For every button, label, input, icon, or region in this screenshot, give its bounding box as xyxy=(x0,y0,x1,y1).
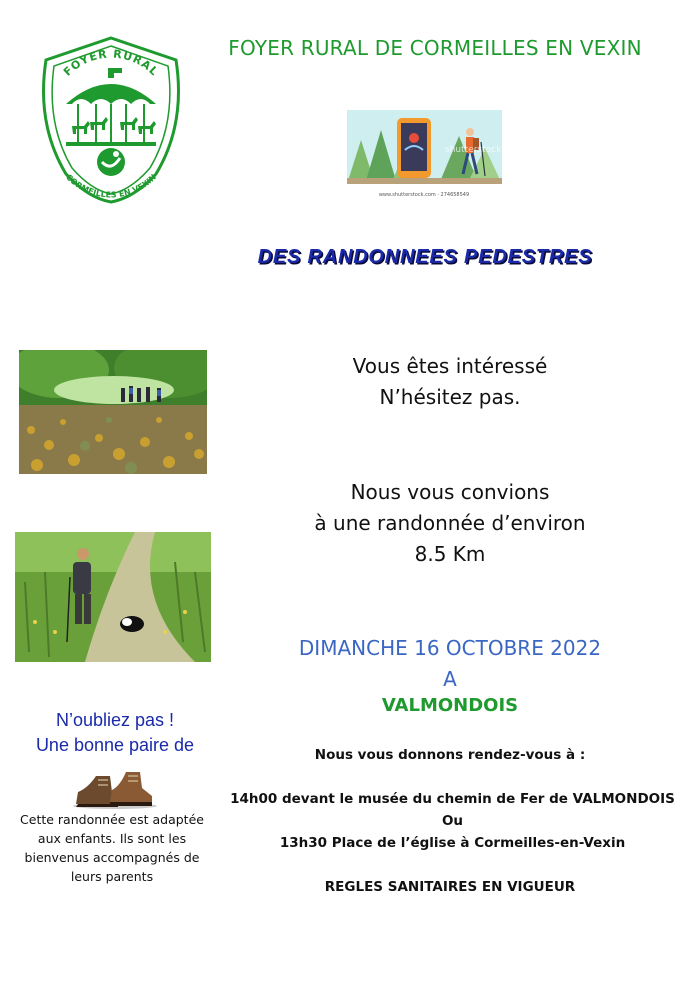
note-line-3: bienvenus accompagnés de xyxy=(24,850,200,865)
rendezvous-option-2: 13h30 Place de l’église à Cormeilles-en-Vexin xyxy=(279,835,626,851)
logo-bottom-text: CORMEILLES EN VEXIN xyxy=(64,172,158,200)
ad-watermark: shutterstock xyxy=(445,145,502,155)
rendezvous-intro: Nous vous donnons rendez-vous à : xyxy=(314,747,586,763)
rendezvous-or: Ou xyxy=(441,813,464,829)
invite-line-1: Nous vous convions xyxy=(350,480,550,504)
logo-top-text: FOYER RURAL xyxy=(60,47,162,79)
rendezvous-options xyxy=(225,788,680,854)
event-at: A xyxy=(443,667,457,691)
org-title: FOYER RURAL DE CORMEILLES EN VEXIN xyxy=(228,36,642,60)
reminder-block xyxy=(10,708,220,758)
foyer-rural-logo xyxy=(36,34,186,204)
event-date: DIMANCHE 16 OCTOBRE 2022 xyxy=(298,636,602,660)
hiking-boots-illustration xyxy=(70,762,160,810)
main-title: DES RANDONNEES PEDESTRES xyxy=(257,246,593,268)
note-line-2: aux enfants. Ils sont les xyxy=(37,831,187,846)
sanitary-rules: REGLES SANITAIRES EN VIGUEUR xyxy=(324,879,576,895)
hiker-illustration xyxy=(347,110,502,202)
invite-line-2: à une randonnée d’environ xyxy=(314,511,586,535)
invite-block xyxy=(260,477,640,570)
rendezvous-option-1: 14h00 devant le musée du chemin de Fer de VALMONDOIS xyxy=(230,791,675,807)
svg-text:CORMEILLES EN VEXIN xyxy=(64,173,158,200)
river-hikers-photo xyxy=(19,350,207,474)
event-date-block xyxy=(260,633,640,695)
ad-caption: www.shutterstock.com · 274658549 xyxy=(378,192,470,198)
distance: 8.5 Km xyxy=(414,542,486,566)
interest-block xyxy=(260,351,640,413)
reminder-line-2: Une bonne paire de xyxy=(35,735,195,755)
reminder-line-1: N’oubliez pas ! xyxy=(55,710,175,730)
children-note xyxy=(14,810,210,886)
path-hiker-photo xyxy=(15,532,211,662)
interest-line-1: Vous êtes intéressé xyxy=(352,354,548,378)
interest-line-2: N’hésitez pas. xyxy=(379,385,521,409)
note-line-1: Cette randonnée est adaptée xyxy=(20,812,204,827)
event-place: VALMONDOIS xyxy=(381,695,519,716)
note-line-4: leurs parents xyxy=(70,869,154,884)
